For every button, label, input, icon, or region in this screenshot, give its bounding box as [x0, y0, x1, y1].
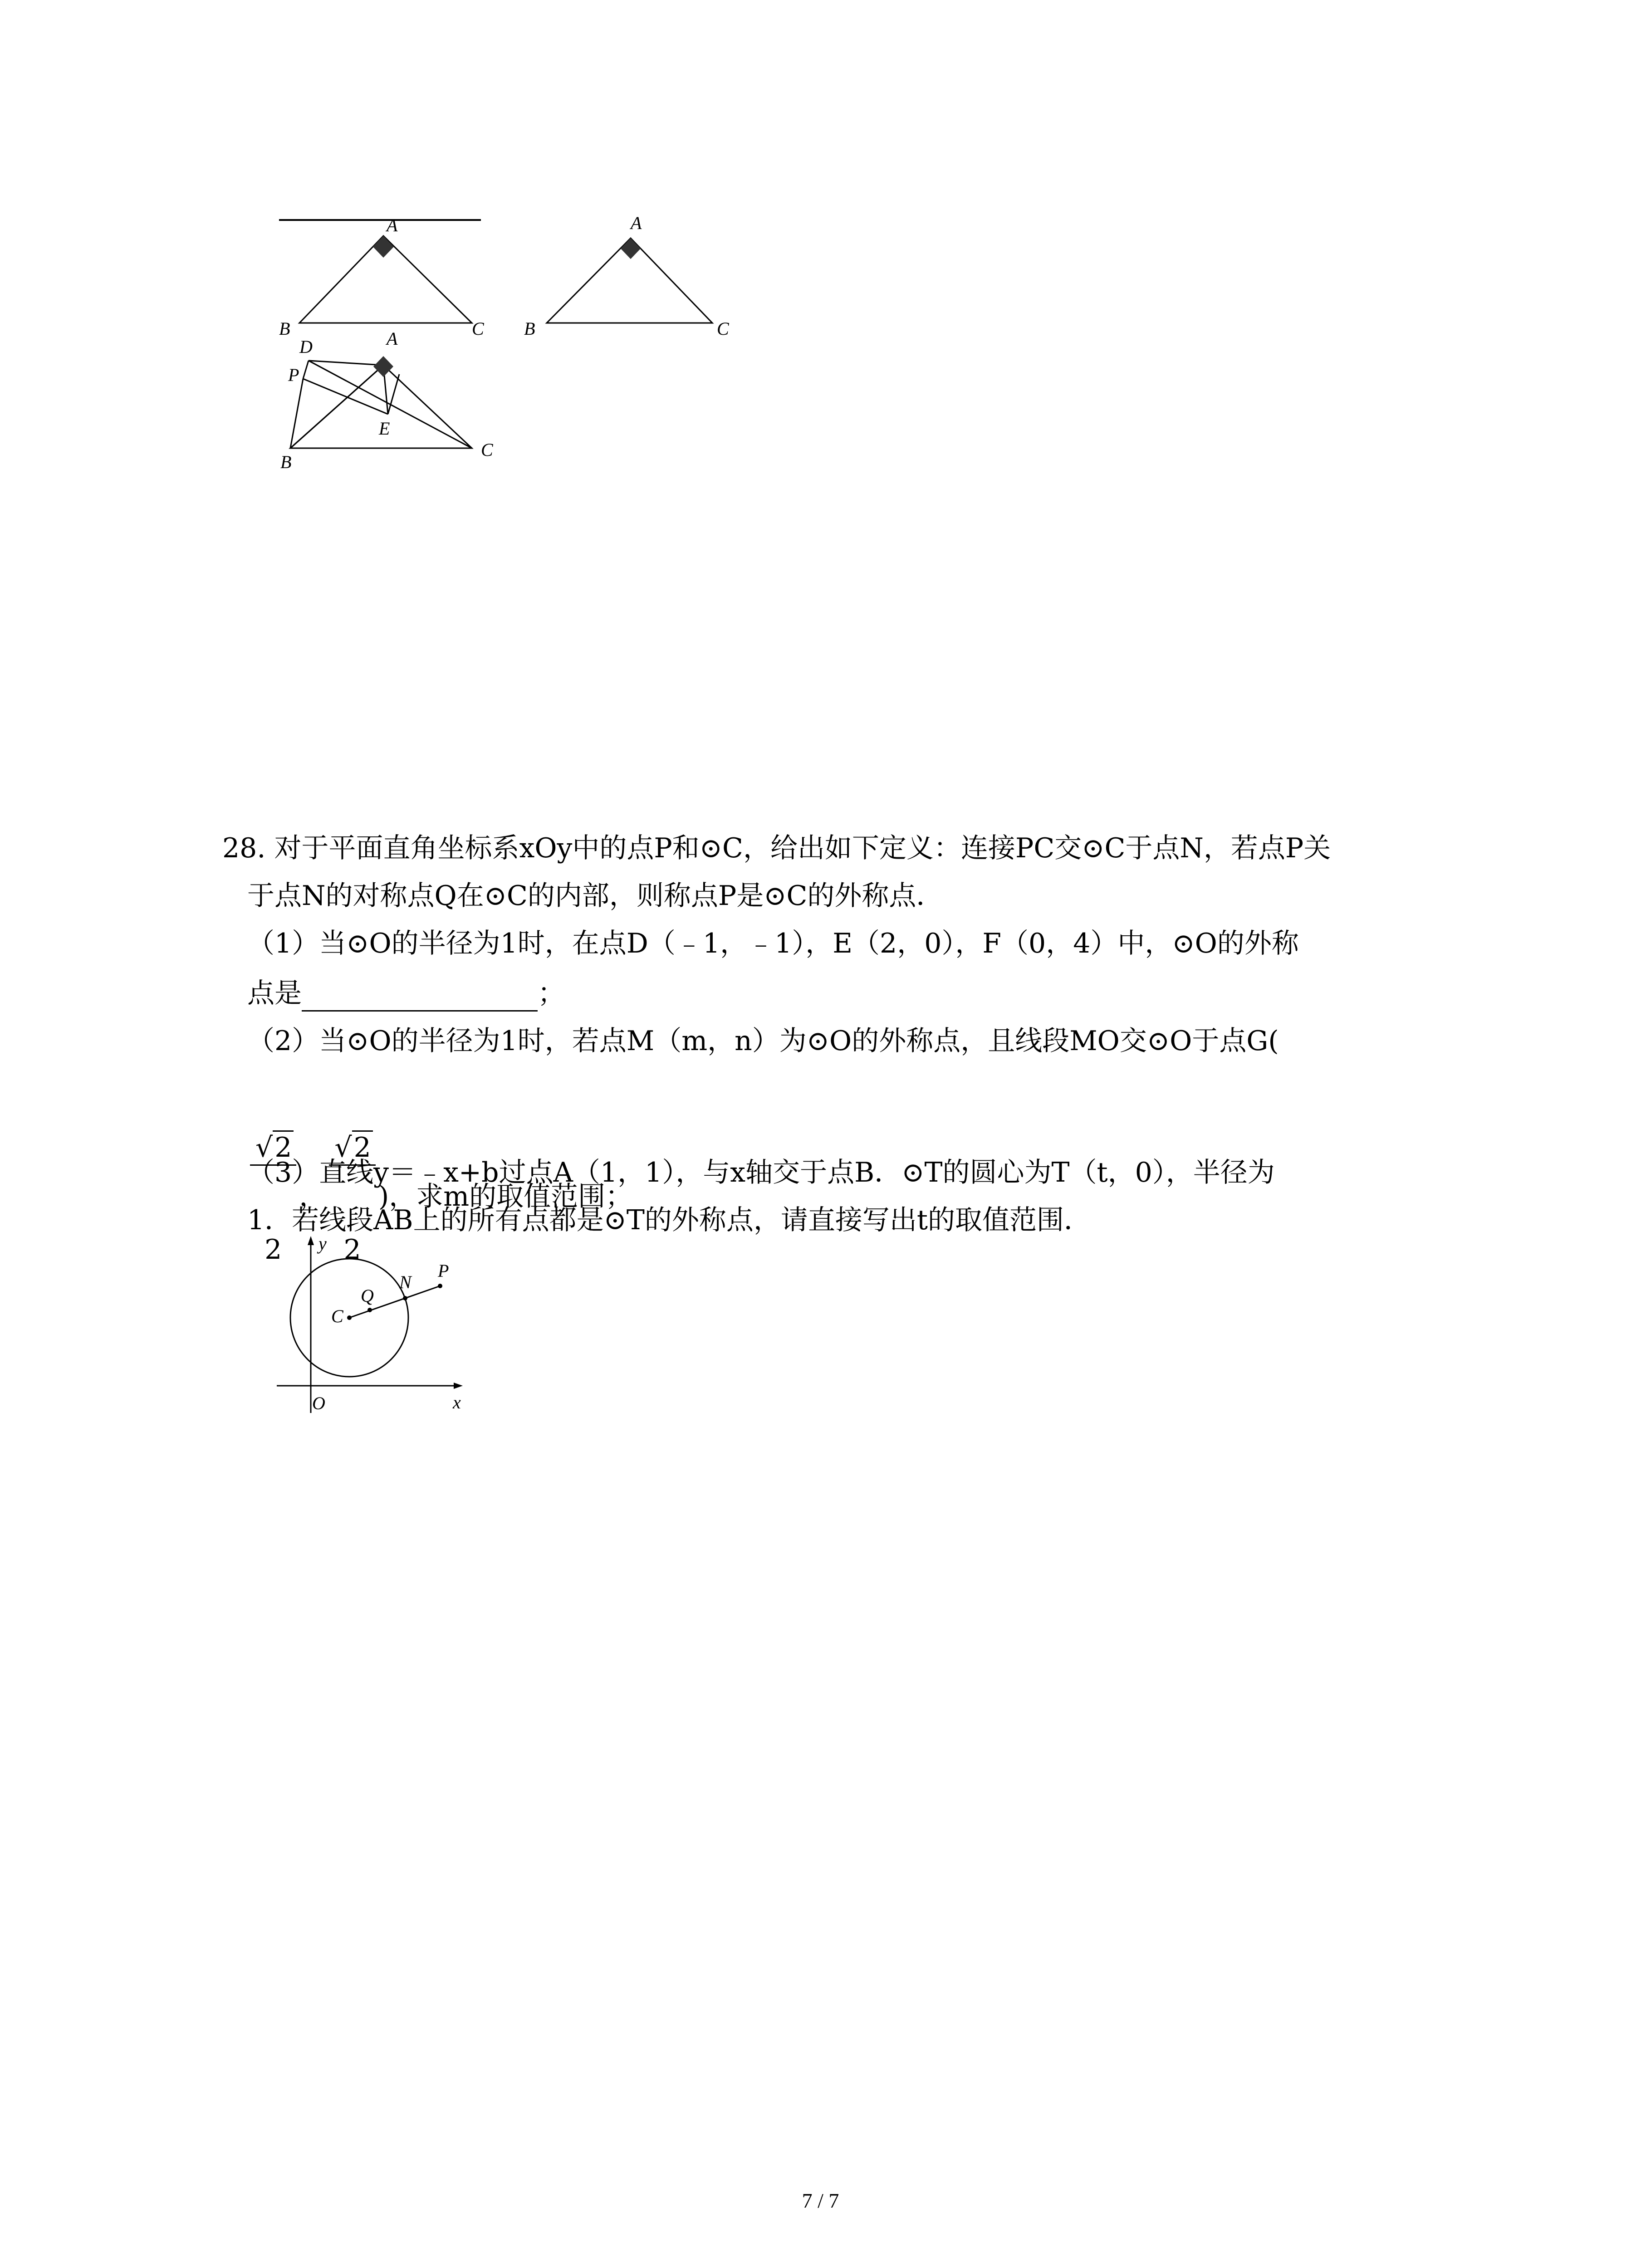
label-n: N [399, 1272, 411, 1292]
label-c: C [472, 318, 484, 339]
label-b: B [524, 318, 535, 339]
question-28-part-3-line-2: 1．若线段AB上的所有点都是⊙T的外称点，请直接写出t的取值范围． [247, 1204, 1091, 1236]
label-a: A [387, 328, 398, 349]
label-q: Q [361, 1286, 374, 1306]
y-axis-arrow-icon [308, 1236, 314, 1245]
right-angle-marker [621, 238, 641, 259]
question-28-part-2-line-2: $\frac{√2}{2}$ ， $\frac{√2}{2}$ )，求m的取值范围； [247, 1064, 632, 1334]
label-o: O [312, 1393, 325, 1413]
figure-triangle-with-line [272, 209, 490, 345]
label-b: B [279, 318, 290, 339]
question-28-part-1-line-2: 点是 ； [247, 975, 565, 1012]
label-x: x [453, 1392, 461, 1413]
label-b: B [280, 452, 292, 472]
right-angle-marker [373, 236, 394, 258]
right-angle-marker [373, 356, 393, 377]
figure-triangle-points [272, 327, 508, 481]
question-28-line-2: 于点N的对称点Q在⊙C的内部，则称点P是⊙C的外称点． [247, 880, 944, 912]
figure-circle-coordinate [268, 1229, 485, 1420]
label-c: C [481, 440, 493, 460]
label-y: y [318, 1233, 327, 1254]
question-28-line-1: 28. 对于平面直角坐标系xOy中的点P和⊙C，给出如下定义：连接PC交⊙C于点N，若点P关 [222, 832, 1331, 864]
question-28-part-2-line-1: （2）当⊙O的半径为1时，若点M（m，n）为⊙O的外称点，且线段MO交⊙O于点G( [247, 1025, 1279, 1057]
label-p: P [438, 1261, 449, 1281]
label-d: D [299, 337, 313, 357]
question-28-part-1-line-1: （1）当⊙O的半径为1时，在点D（﹣1，﹣1），E（2，0），F（0，4）中，⊙O的外称 [247, 928, 1299, 959]
label-a: A [387, 215, 398, 235]
label-c: C [717, 318, 729, 339]
page-number: 7 / 7 [802, 2189, 839, 2212]
fraction-sqrt2-over-2: $\frac{√2}{2}$ [250, 1064, 296, 1334]
label-c: C [331, 1306, 343, 1326]
label-p: P [288, 365, 299, 385]
figure-triangle [522, 209, 749, 345]
answer-blank[interactable] [302, 982, 538, 1012]
question-28-part-3-line-1: （3）直线y＝﹣x+b过点A（1，1），与x轴交于点B．⊙T的圆心为T（t，0），半径为 [247, 1157, 1275, 1188]
label-a: A [631, 213, 642, 233]
label-e: E [379, 418, 390, 439]
x-axis-arrow-icon [454, 1383, 463, 1389]
fraction-sqrt2-over-2: $\frac{√2}{2}$ [329, 1064, 375, 1334]
